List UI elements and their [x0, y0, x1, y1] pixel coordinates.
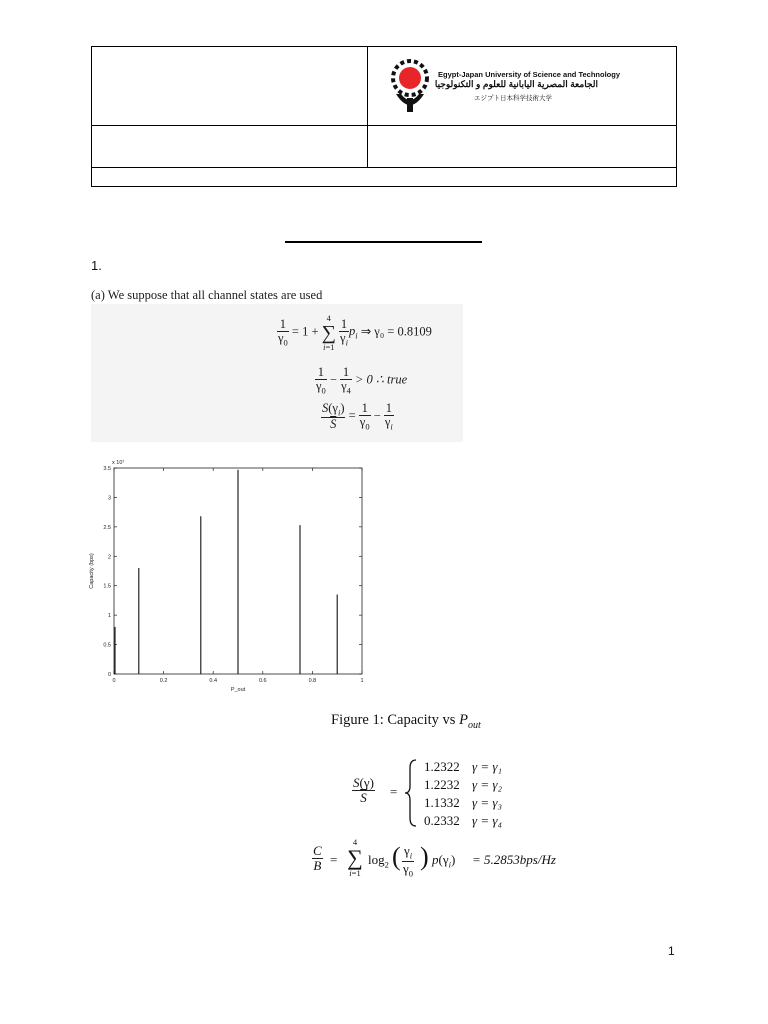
left-brace-icon — [404, 758, 418, 828]
piecewise-condition: γ = γ₃ — [472, 795, 503, 810]
x-axis-label: P_out — [230, 687, 246, 693]
figure-caption: Figure 1: Capacity vs $P_{out}$ — [331, 712, 481, 731]
header-row-divider — [92, 125, 676, 126]
x-tick-label: 1 — [360, 678, 364, 684]
logo-name-jp: エジプト日本科学技術大学 — [474, 95, 552, 102]
piecewise-condition: γ = γ₂ — [472, 777, 503, 792]
y-tick-label: 1 — [107, 613, 111, 620]
logo-name-ar: الجامعة المصرية اليابانية للعلوم و التكنولوجيا — [434, 79, 598, 89]
header-row-divider — [92, 167, 676, 168]
piecewise-value: 1.2322 — [424, 759, 460, 774]
header-col-divider — [367, 47, 368, 167]
y-tick-label: 0 — [107, 672, 111, 678]
piecewise-value: 0.2332 — [424, 813, 460, 828]
y-multiplier-label: x 10⁷ — [112, 460, 125, 466]
y-tick-label: 3 — [107, 495, 111, 502]
question-number: 1. — [91, 258, 102, 273]
equation-gamma0: $\frac{1}{\gamma_0}$ = 1 + 4 ∑ i=1 $\frac{1}{\gamma_i}$ $p_i$ ⇒ γ₀ = 0.8109 — [278, 313, 432, 352]
y-tick-label: 2.5 — [103, 524, 111, 531]
figure-caption-text: Figure 1: Capacity vs — [331, 712, 460, 728]
equation-block — [91, 304, 463, 442]
title-underline — [285, 241, 482, 243]
equation-condition: $\frac{1}{\gamma_0}$ − $\frac{1}{\gamma_4}$ > 0 ∴ true — [316, 365, 408, 396]
logo-name-en: Egypt-Japan University of Science and Technology — [438, 70, 620, 79]
gamma0-result: γ₀ = 0.8109 — [374, 324, 432, 339]
university-logo — [388, 54, 648, 116]
piecewise-value: 1.2232 — [424, 777, 460, 792]
page-number: 1 — [668, 944, 675, 958]
y-tick-label: 3.5 — [103, 466, 111, 472]
y-tick-label: 1.5 — [103, 583, 111, 590]
x-tick-label: 0 — [112, 678, 116, 684]
piecewise-case — [424, 776, 502, 794]
piecewise-case — [424, 812, 502, 830]
x-tick-label: 0.2 — [159, 678, 168, 684]
equation-power-ratio: $\frac{S(\gamma_i)}{S}$ = $\frac{1}{\gamma_0}$ − $\frac{1}{\gamma_i}$ — [322, 401, 393, 432]
y-tick-label: 2 — [107, 554, 111, 561]
piecewise-case — [424, 758, 502, 776]
capacity-chart — [88, 455, 378, 695]
piecewise-value: 1.1332 — [424, 795, 460, 810]
piecewise-case — [424, 794, 502, 812]
part-a-statement: (a) We suppose that all channel states are used — [91, 288, 323, 302]
university-emblem-icon — [388, 54, 432, 116]
capacity-result: = 5.2853bps/Hz — [472, 852, 556, 867]
y-axis-label: Capacity (bps) — [89, 553, 95, 589]
piecewise-condition: γ = γ₁ — [472, 759, 503, 774]
piecewise-condition: γ = γ₄ — [472, 813, 503, 828]
y-tick-label: 0.5 — [103, 642, 111, 649]
condition-result: > 0 ∴ true — [355, 372, 408, 387]
x-tick-label: 0.6 — [258, 678, 267, 684]
x-tick-label: 0.4 — [209, 678, 218, 684]
x-tick-label: 0.8 — [308, 678, 317, 684]
